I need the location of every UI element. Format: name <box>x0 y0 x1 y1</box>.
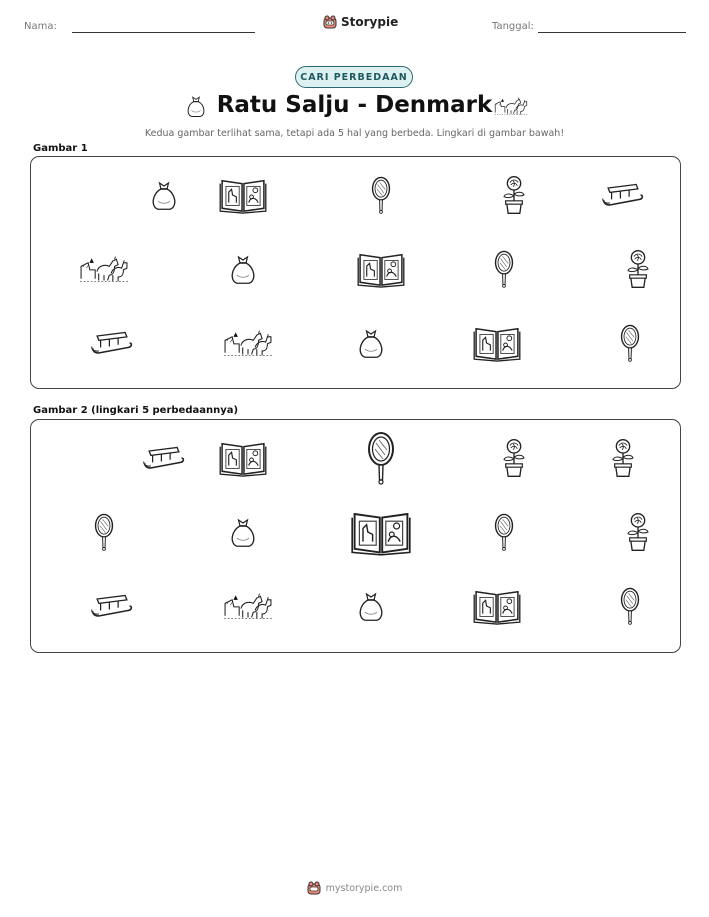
gambar2-rose-icon[interactable] <box>499 437 529 479</box>
gambar2-mirror-icon[interactable] <box>619 587 641 625</box>
gambar2-book-icon[interactable] <box>219 439 267 477</box>
gambar1-book-icon <box>219 176 267 214</box>
gambar1-book-icon <box>473 324 521 362</box>
brand-name: Storypie <box>341 15 399 29</box>
gambar1-mirror-icon <box>619 324 641 362</box>
gambar1-horses-icon <box>78 254 130 284</box>
gambar2-book-large-icon[interactable] <box>351 507 411 557</box>
section1-panel <box>30 156 681 389</box>
gambar2-sled-icon[interactable] <box>90 592 134 620</box>
brand-logo <box>323 15 398 29</box>
gambar2-book-icon[interactable] <box>473 587 521 625</box>
gambar1-sled-icon <box>601 181 645 209</box>
gambar1-horses-icon <box>222 328 274 358</box>
gambar1-bag-icon <box>356 326 386 360</box>
section2-panel[interactable] <box>30 419 681 653</box>
name-label: Nama: <box>24 21 57 32</box>
gambar2-bag-icon[interactable] <box>228 515 258 549</box>
gambar2-sled-icon[interactable] <box>142 444 186 472</box>
date-field-line[interactable] <box>538 32 686 33</box>
page-title: Ratu Salju - Denmark <box>216 92 493 118</box>
footer-site: mystorypie.com <box>325 882 403 894</box>
gambar1-book-icon <box>357 250 405 288</box>
gambar1-rose-icon <box>623 248 653 290</box>
gambar1-mirror-icon <box>370 176 392 214</box>
instructions-text: Kedua gambar terlihat sama, tetapi ada 5 hal yang berbeda. Lingkari di gambar bawah! <box>144 128 565 139</box>
footer-mascot-icon <box>307 881 321 895</box>
gambar1-sled-icon <box>90 329 134 357</box>
gambar2-bag-icon[interactable] <box>356 589 386 623</box>
activity-badge: CARI PERBEDAAN <box>295 66 413 88</box>
gambar2-rose-icon[interactable] <box>608 437 638 479</box>
gambar1-bag-icon <box>228 252 258 286</box>
gambar2-mirror-icon[interactable] <box>93 513 115 551</box>
gambar2-mirror-large-icon[interactable] <box>366 427 396 489</box>
gambar2-horses-icon[interactable] <box>222 591 274 621</box>
title-horses-icon <box>494 95 528 121</box>
date-label: Tanggal: <box>492 21 534 32</box>
gambar1-bag-icon <box>149 178 179 212</box>
gambar2-mirror-icon[interactable] <box>493 513 515 551</box>
name-field-line[interactable] <box>72 32 255 33</box>
footer <box>0 881 709 895</box>
storypie-mascot-icon <box>323 15 337 29</box>
section1-label: Gambar 1 <box>33 143 88 154</box>
gambar1-mirror-icon <box>493 250 515 288</box>
gambar2-rose-icon[interactable] <box>623 511 653 553</box>
gambar1-rose-icon <box>499 174 529 216</box>
section2-label: Gambar 2 (lingkari 5 perbedaannya) <box>33 405 239 416</box>
